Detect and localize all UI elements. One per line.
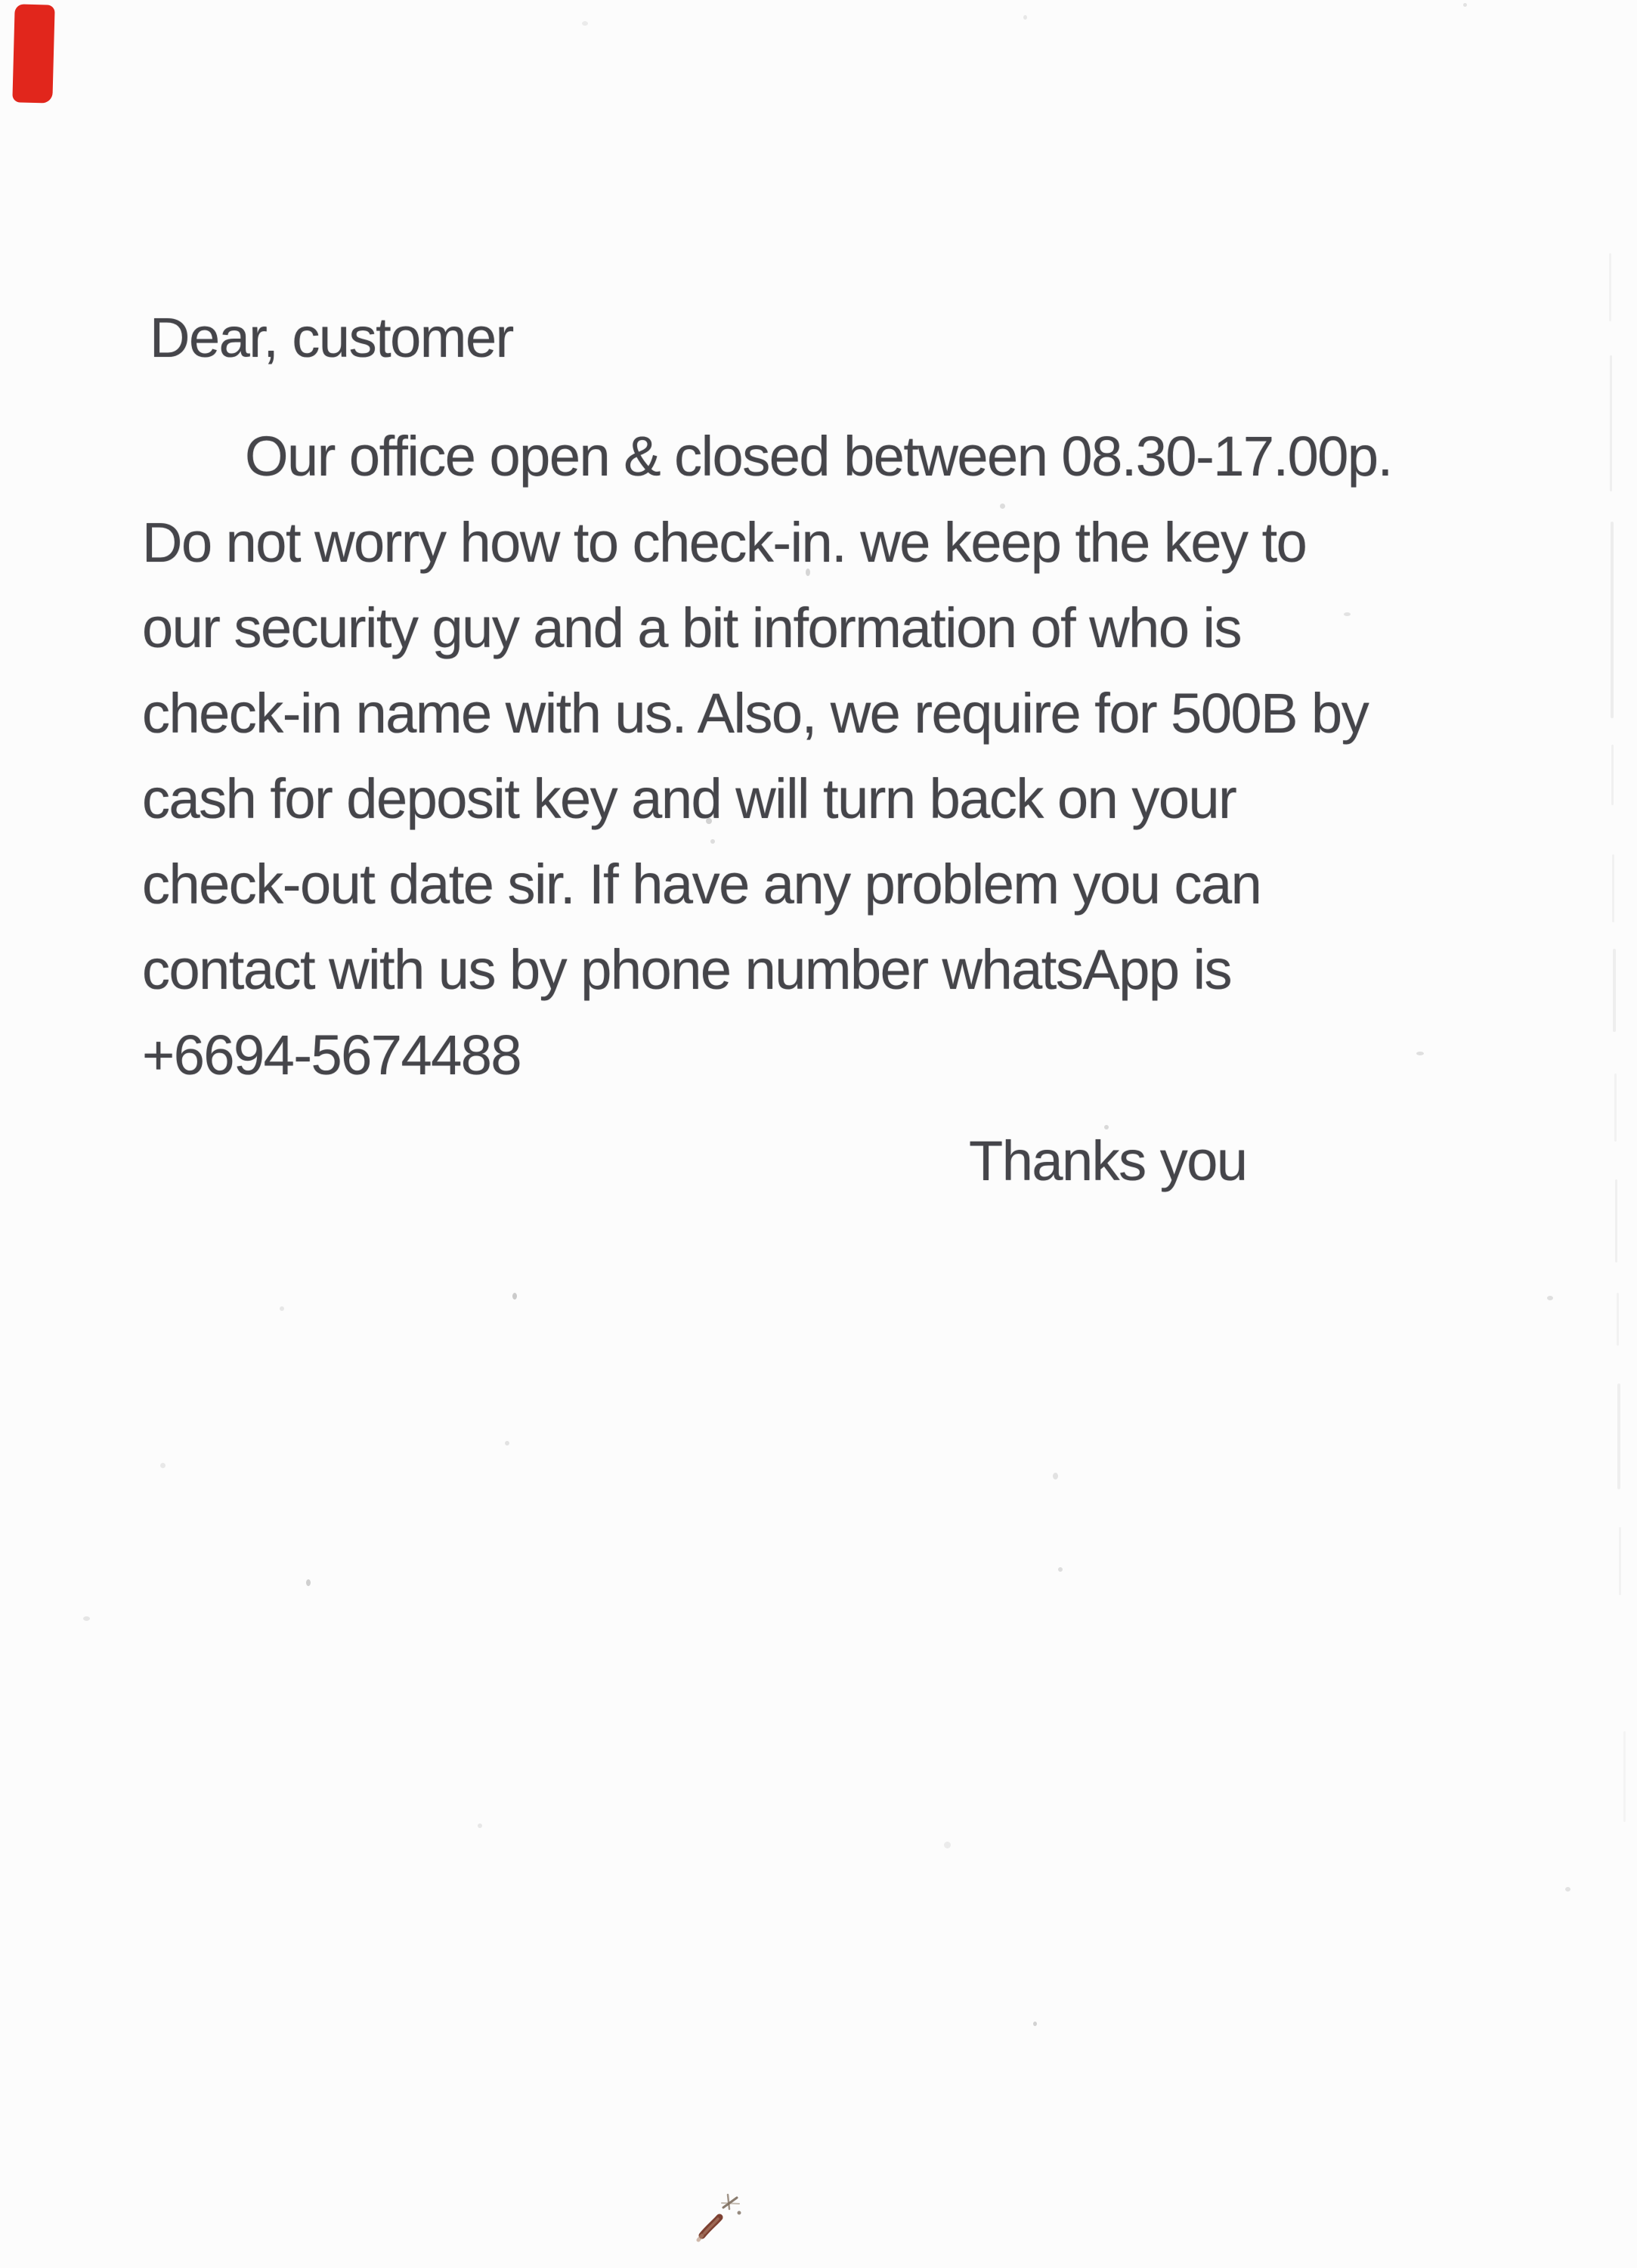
scan-speck [706, 818, 712, 824]
scan-streak [1610, 355, 1612, 491]
scan-speck [478, 1823, 482, 1828]
scan-speck [1463, 3, 1467, 7]
letter-line: cash for deposit key and will turn back on your [142, 767, 1236, 830]
scan-speck [1058, 1567, 1063, 1572]
scan-speck [306, 1579, 311, 1586]
scan-streak [1614, 1074, 1617, 1142]
scan-speck [1000, 503, 1005, 509]
letter-line: our security guy and a bit information of who is [142, 596, 1241, 659]
scan-speck [1565, 1887, 1570, 1892]
salutation: Dear, customer [150, 306, 513, 369]
scan-speck [1053, 1473, 1058, 1479]
scan-streak [1612, 854, 1614, 922]
scan-speck [582, 21, 588, 26]
scan-streak [1617, 1383, 1620, 1489]
letter-line: Do not worry how to check-in. we keep the key to [142, 511, 1307, 574]
scan-speck [806, 569, 810, 576]
scan-streak [1611, 745, 1614, 805]
scan-speck [1033, 2022, 1037, 2026]
scan-speck [512, 1293, 517, 1300]
letter-line: contact with us by phone number whatsApp is [142, 938, 1232, 1001]
scan-streak [1609, 253, 1611, 321]
scan-streak [1615, 1179, 1617, 1263]
scan-streak [1623, 1731, 1626, 1822]
ink-scribble [684, 2189, 767, 2257]
red-scan-mark [12, 4, 54, 103]
scan-streak [1611, 522, 1614, 718]
scan-speck [944, 1842, 951, 1848]
letter-line: check-in name with us. Also, we require for 500B by [142, 682, 1369, 745]
scan-speck [1023, 15, 1027, 20]
scan-speck [1416, 1052, 1424, 1055]
scan-streak [1617, 1293, 1619, 1346]
scan-streak [1619, 1527, 1621, 1595]
scan-speck [1547, 1296, 1553, 1300]
scan-speck [505, 1441, 509, 1445]
scan-speck [280, 1306, 284, 1311]
letter-line: +6694-5674488 [142, 1024, 521, 1086]
scan-speck [1104, 1125, 1109, 1129]
letter-line: Our office open & closed between 08.30-17.00p. [245, 425, 1392, 488]
closing: Thanks you [969, 1129, 1247, 1192]
scan-speck [160, 1463, 166, 1468]
scan-streak [1613, 949, 1616, 1032]
scan-speck [83, 1616, 90, 1621]
scan-speck [710, 839, 715, 844]
letter-line: check-out date sir. If have any problem you can [142, 853, 1261, 916]
scan-speck [1344, 612, 1351, 616]
